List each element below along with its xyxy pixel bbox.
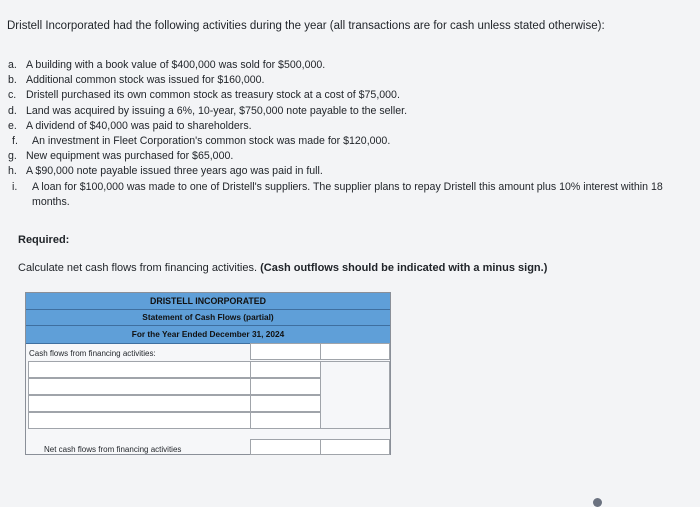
section-amount-cell <box>250 343 322 360</box>
activity-text: A building with a book value of $400,000 was sold for $500,000. <box>26 59 326 71</box>
activity-marker: c. <box>8 89 17 102</box>
item-description-input[interactable] <box>28 361 252 378</box>
activity-marker: h. <box>8 165 17 178</box>
item-description-input[interactable] <box>28 412 252 429</box>
activity-text: A $90,000 note payable issued three years ago was paid in full. <box>26 165 323 178</box>
activity-marker: f. <box>12 135 18 148</box>
activity-text: Dristell purchased its own common stock as treasury stock at a cost of $75,000. <box>26 89 400 102</box>
statement-name: Statement of Cash Flows (partial) <box>26 310 390 326</box>
item-amount-input[interactable] <box>250 361 322 378</box>
cash-flow-statement <box>25 292 391 455</box>
required-text: Calculate net cash flows from financing activities. <box>18 262 258 274</box>
scroll-indicator-dot <box>593 498 602 507</box>
required-instructions <box>18 262 547 274</box>
activity-marker: a. <box>8 59 17 71</box>
activity-marker: e. <box>8 119 17 132</box>
item-amount-input[interactable] <box>250 378 322 395</box>
activity-item <box>8 73 700 88</box>
activity-item <box>12 134 697 149</box>
activity-item <box>8 164 700 179</box>
activity-text: An investment in Fleet Corporation's common stock was made for $120,000. <box>32 135 391 148</box>
item-amount-input[interactable] <box>250 395 322 412</box>
activity-item <box>8 119 700 134</box>
activity-item <box>8 58 700 73</box>
total-column-blank <box>320 361 390 429</box>
net-amount-blank <box>250 439 322 455</box>
activity-marker: i. <box>12 180 18 193</box>
activity-marker: g. <box>8 150 17 163</box>
net-cash-flows-input[interactable] <box>320 439 390 455</box>
activity-item <box>8 149 700 164</box>
activity-text: Additional common stock was issued for $160,000. <box>26 74 265 87</box>
item-description-input[interactable] <box>28 378 252 395</box>
activity-item <box>12 180 697 210</box>
activity-marker: d. <box>8 104 17 117</box>
required-emphasis: (Cash outflows should be indicated with a minus sign.) <box>260 262 548 274</box>
section-total-cell <box>320 343 390 360</box>
activity-item <box>8 104 700 119</box>
activity-text: A dividend of $40,000 was paid to shareholders. <box>26 119 252 132</box>
statement-company: DRISTELL INCORPORATED <box>26 293 390 310</box>
activities-list <box>8 58 700 210</box>
activity-text: A loan for $100,000 was made to one of Dristell's suppliers. The supplier plans to repay Dristell this amount plus 10% interest within 18 months. <box>32 180 663 208</box>
financing-section-label: Cash flows from financing activities: <box>29 349 156 358</box>
activity-text: New equipment was purchased for $65,000. <box>26 150 234 163</box>
item-amount-input[interactable] <box>250 412 322 429</box>
activity-item <box>8 88 700 103</box>
activity-marker: b. <box>8 74 17 87</box>
intro-text: Dristell Incorporated had the following activities during the year (all transactions are for cash unless stated otherwise): <box>7 20 605 32</box>
net-cash-flows-label: Net cash flows from financing activities <box>44 445 182 454</box>
activity-text: Land was acquired by issuing a 6%, 10-year, $750,000 note payable to the seller. <box>26 104 408 117</box>
item-description-input[interactable] <box>28 395 252 412</box>
statement-period: For the Year Ended December 31, 2024 <box>26 326 390 344</box>
required-title: Required: <box>18 234 70 246</box>
